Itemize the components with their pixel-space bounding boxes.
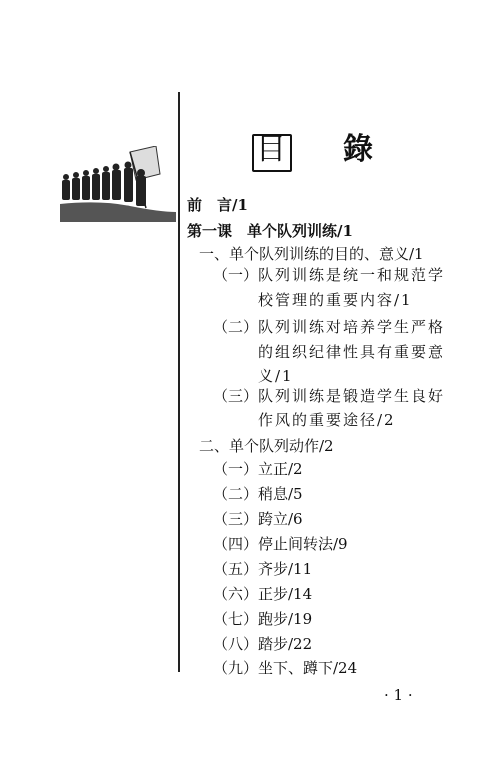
toc-item-1-1-line-2: 校管理的重要内容/1 xyxy=(258,291,413,309)
toc-item-1-1-line-1: 队列训练是统一和规范学 xyxy=(258,266,446,284)
toc-section-1: 一、单个队列训练的目的、意义/1 xyxy=(199,245,424,263)
toc-preface: 前 言/1 xyxy=(187,196,248,214)
toc-item-2-1-number: （一） xyxy=(213,460,259,478)
toc-item-2-7-number: （七） xyxy=(213,610,259,628)
toc-item-1-2-number: （二） xyxy=(213,318,259,336)
page-number: · 1 · xyxy=(384,686,413,704)
title-char-2: 錄 xyxy=(343,132,373,167)
vertical-rule xyxy=(178,92,180,672)
toc-item-1-3-line-1: 队列训练是锻造学生良好 xyxy=(258,387,446,405)
toc-item-2-3: 跨立/6 xyxy=(258,510,303,528)
toc-item-2-4: 停止间转法/9 xyxy=(258,535,348,553)
toc-item-2-3-number: （三） xyxy=(213,510,259,528)
toc-item-2-7: 跑步/19 xyxy=(258,610,313,628)
marching-troops-illustration xyxy=(60,146,176,222)
toc-item-2-4-number: （四） xyxy=(213,535,259,553)
toc-item-1-2-line-3: 义/1 xyxy=(258,367,294,385)
toc-item-2-8: 踏步/22 xyxy=(258,635,313,653)
toc-item-2-9-number: （九） xyxy=(213,659,259,677)
toc-item-1-2-line-2: 的组织纪律性具有重要意 xyxy=(258,343,446,361)
toc-lesson-1: 第一课 单个队列训练/1 xyxy=(187,222,353,240)
toc-item-2-6: 正步/14 xyxy=(258,585,313,603)
title-char-1: 目 xyxy=(256,132,286,167)
toc-item-1-1-number: （一） xyxy=(213,266,259,284)
toc-item-2-6-number: （六） xyxy=(213,585,259,603)
toc-item-2-5: 齐步/11 xyxy=(258,560,313,578)
title-char-box xyxy=(252,130,290,170)
toc-item-2-2-number: （二） xyxy=(213,485,259,503)
toc-item-1-3-line-2: 作风的重要途径/2 xyxy=(258,411,396,429)
toc-item-2-9: 坐下、蹲下/24 xyxy=(258,659,358,677)
toc-item-2-5-number: （五） xyxy=(213,560,259,578)
toc-item-2-1: 立正/2 xyxy=(258,460,303,478)
toc-item-2-8-number: （八） xyxy=(213,635,259,653)
toc-section-2: 二、单个队列动作/2 xyxy=(199,437,334,455)
toc-item-1-2-line-1: 队列训练对培养学生严格 xyxy=(258,318,446,336)
toc-item-1-3-number: （三） xyxy=(213,387,259,405)
toc-item-2-2: 稍息/5 xyxy=(258,485,303,503)
